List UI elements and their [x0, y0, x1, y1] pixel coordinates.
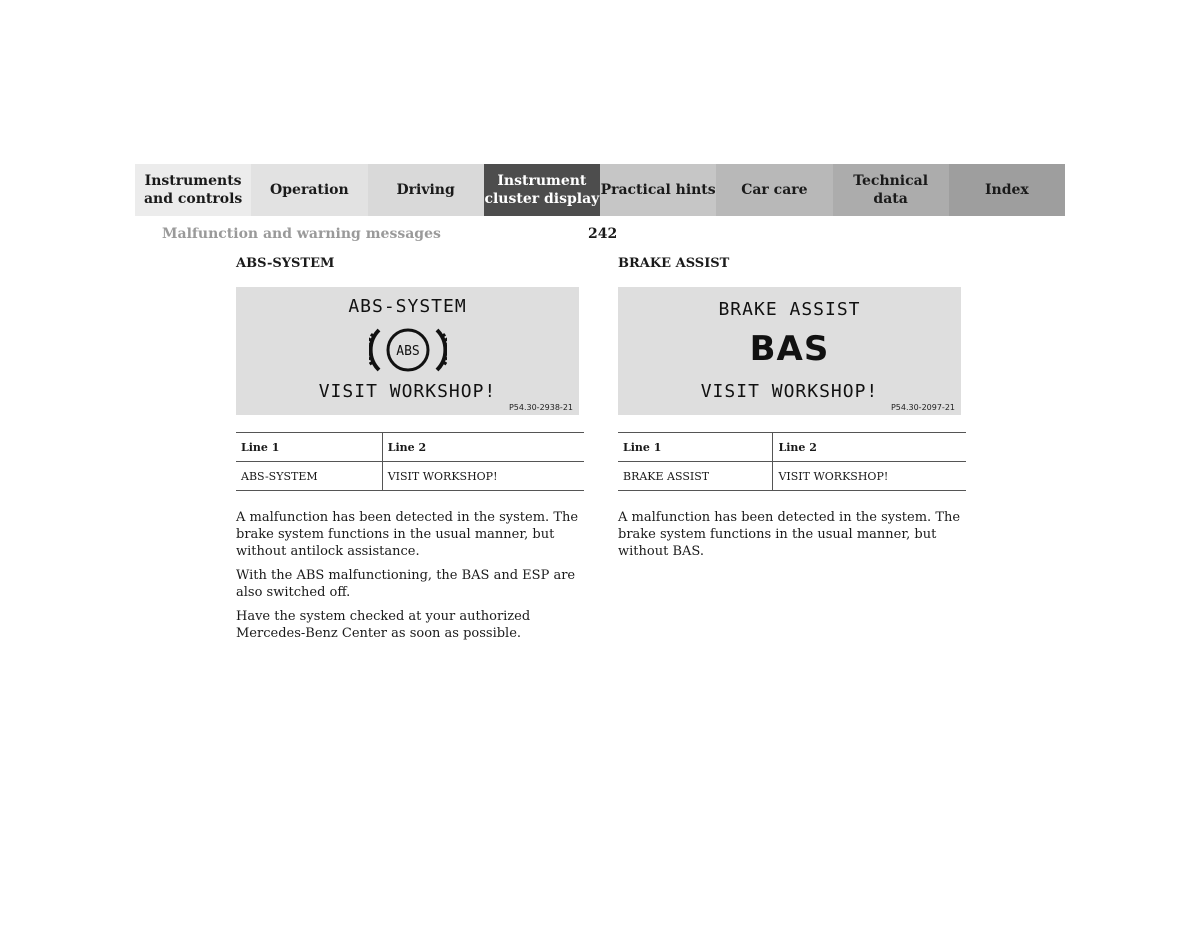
paragraph: A malfunction has been detected in the system. The brake system functions in the usual manner, but without BAS. — [618, 510, 961, 559]
table-cell-line1: BRAKE ASSIST — [618, 462, 773, 491]
message-table-abs — [236, 432, 584, 491]
table-cell-line2: VISIT WORKSHOP! — [773, 462, 966, 491]
display-line-1: ABS-SYSTEM — [348, 296, 467, 317]
table-cell-line2: VISIT WORKSHOP! — [382, 462, 584, 491]
brake-assist-section — [618, 256, 968, 567]
abs-display-illustration — [236, 287, 579, 415]
table-row — [618, 462, 966, 491]
display-line-2: VISIT WORKSHOP! — [318, 381, 497, 402]
paragraph: A malfunction has been detected in the system. The brake system functions in the usual manner, but without antilock assistance. — [236, 510, 579, 559]
table-header-line1: Line 1 — [618, 433, 773, 462]
tab-instrument-cluster-display[interactable]: Instrument cluster display — [484, 164, 600, 216]
table-header-row — [236, 433, 584, 462]
tab-operation[interactable]: Operation — [251, 164, 367, 216]
table-header-row — [618, 433, 966, 462]
table-cell-line1: ABS-SYSTEM — [236, 462, 382, 491]
abs-description — [236, 509, 586, 642]
abs-warning-icon — [369, 325, 447, 375]
tab-index[interactable]: Index — [949, 164, 1065, 216]
chapter-tab-bar — [135, 164, 1065, 216]
tab-car-care[interactable]: Car care — [716, 164, 832, 216]
paragraph: Have the system checked at your authorized Mercedes-Benz Center as soon as possible. — [236, 609, 531, 641]
display-line-2: VISIT WORKSHOP! — [700, 381, 879, 402]
figure-code: P54.30-2097-21 — [890, 403, 955, 412]
table-header-line2: Line 2 — [773, 433, 966, 462]
bas-description — [618, 509, 968, 560]
section-heading-brake-assist: BRAKE ASSIST — [618, 256, 730, 271]
paragraph: With the ABS malfunctioning, the BAS and ESP are also switched off. — [236, 568, 576, 600]
display-bas-large: BAS — [749, 329, 830, 369]
abs-system-section — [236, 256, 586, 649]
bas-display-illustration — [618, 287, 961, 415]
display-line-1: BRAKE ASSIST — [718, 299, 861, 320]
page-number: 242 — [588, 226, 618, 242]
table-row — [236, 462, 584, 491]
tab-instruments-and-controls[interactable]: Instruments and controls — [135, 164, 251, 216]
tab-practical-hints[interactable]: Practical hints — [600, 164, 716, 216]
message-table-bas — [618, 432, 966, 491]
table-header-line2: Line 2 — [382, 433, 584, 462]
table-header-line1: Line 1 — [236, 433, 382, 462]
section-heading-abs: ABS-SYSTEM — [236, 256, 335, 271]
figure-code: P54.30-2938-21 — [508, 403, 573, 412]
section-title: Malfunction and warning messages — [162, 226, 441, 242]
abs-icon-label: ABS — [396, 344, 420, 359]
tab-driving[interactable]: Driving — [368, 164, 484, 216]
tab-technical-data[interactable]: Technical data — [833, 164, 949, 216]
